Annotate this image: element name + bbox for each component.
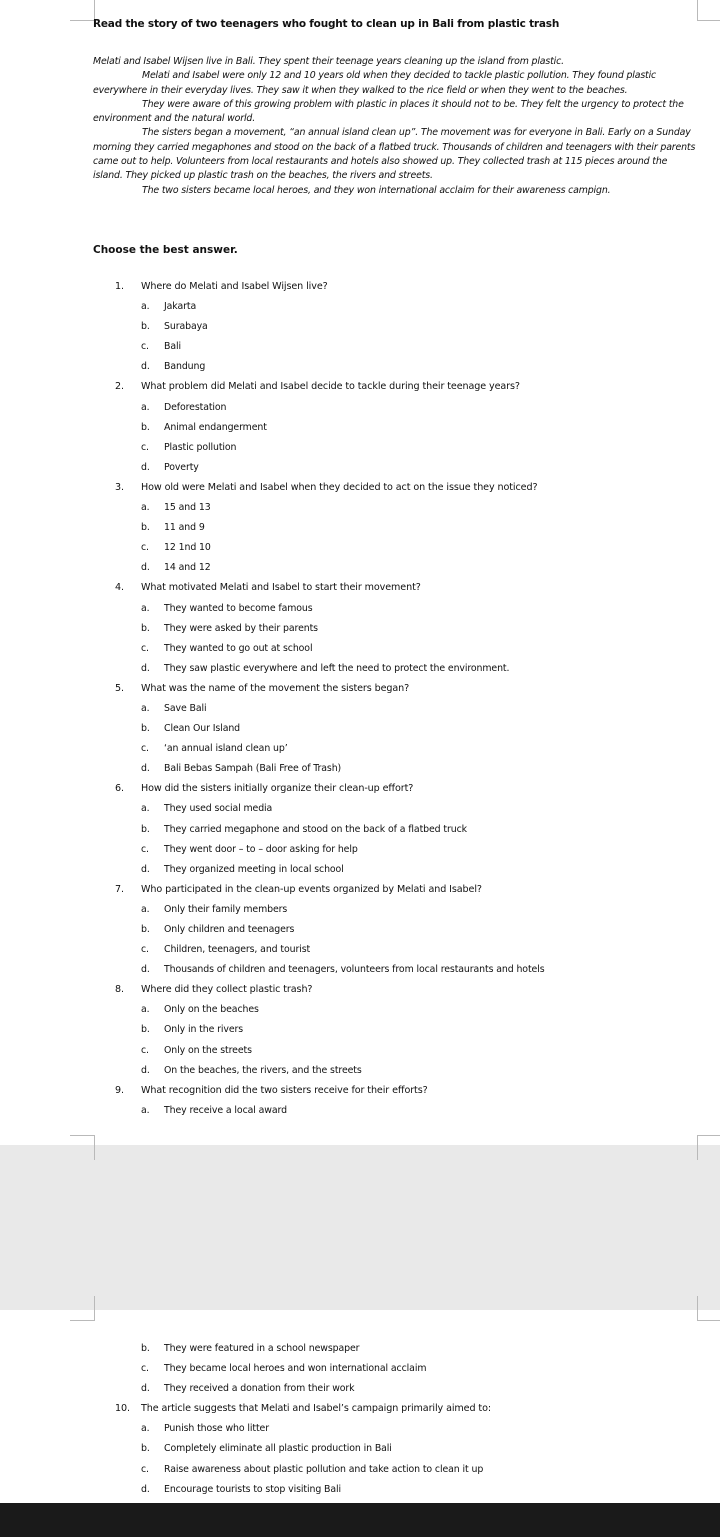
answer-option — [115, 739, 675, 759]
question-text: What motivated Melati and Isabel to start their movement? — [141, 582, 421, 594]
option-text: They used social media — [164, 803, 273, 815]
answer-option — [115, 558, 675, 578]
option-text: ‘an annual island clean up’ — [164, 743, 288, 755]
option-letter: a. — [141, 1104, 150, 1116]
question-text: Where did they collect plastic trash? — [141, 984, 313, 996]
option-letter: c. — [141, 642, 149, 654]
answer-option — [115, 940, 675, 960]
option-text: Save Bali — [164, 702, 207, 714]
question — [115, 980, 675, 1000]
question-number: 8. — [115, 984, 124, 996]
answer-option — [115, 759, 675, 779]
option-text: Jakarta — [164, 301, 197, 313]
option-letter: d. — [141, 1483, 150, 1495]
option-text: Bandung — [164, 361, 206, 373]
option-letter: b. — [141, 924, 150, 935]
answer-option — [115, 840, 675, 860]
answer-option — [115, 599, 675, 619]
question-text: How did the sisters initially organize their clean-up effort? — [141, 783, 414, 795]
option-letter: b. — [141, 1343, 150, 1354]
option-text: Thousands of children and teenagers, volunteers from local restaurants and hotels — [164, 964, 545, 976]
option-letter: d. — [141, 562, 150, 574]
option-letter: c. — [141, 743, 149, 755]
answer-option — [115, 1020, 675, 1040]
question-text: The article suggests that Melati and Isabel’s campaign primarily aimed to: — [141, 1403, 491, 1415]
question-number: 2. — [115, 381, 124, 393]
answer-option — [115, 458, 675, 478]
answer-option — [115, 619, 675, 639]
answer-option — [115, 1419, 675, 1439]
option-letter: a. — [141, 1004, 150, 1016]
question — [115, 779, 675, 799]
answer-option — [115, 1000, 675, 1020]
answer-option — [115, 659, 675, 679]
question — [115, 1399, 675, 1419]
option-letter: a. — [141, 602, 150, 614]
story-paragraph: Melati and Isabel Wijsen live in Bali. They spent their teenage years cleaning up the island from plastic. — [93, 56, 564, 67]
option-letter: b. — [141, 823, 150, 835]
question-number: 7. — [115, 883, 124, 895]
option-letter: c. — [141, 1044, 149, 1056]
answer-option — [115, 860, 675, 880]
option-letter: b. — [141, 421, 150, 433]
crop-mark — [697, 1296, 720, 1321]
option-text: Deforestation — [164, 401, 227, 413]
question-number: 1. — [115, 281, 124, 292]
option-letter: d. — [141, 863, 150, 875]
option-letter: a. — [141, 1423, 150, 1435]
option-letter: b. — [141, 321, 150, 333]
option-letter: b. — [141, 1443, 150, 1455]
option-text: Raise awareness about plastic pollution and take action to clean it up — [164, 1463, 484, 1475]
option-text: They organized meeting in local school — [164, 863, 344, 875]
question — [115, 1081, 675, 1101]
option-text: Children, teenagers, and tourist — [164, 944, 311, 956]
option-letter: a. — [141, 502, 150, 514]
story-heading: Read the story of two teenagers who fought to clean up in Bali from plastic trash — [93, 18, 560, 30]
option-text: Only in the rivers — [164, 1024, 244, 1036]
answer-option — [115, 1480, 675, 1500]
question-number: 9. — [115, 1084, 124, 1096]
question-list-page-1 — [115, 277, 675, 1121]
option-text: They wanted to become famous — [164, 602, 313, 614]
answer-option — [115, 699, 675, 719]
option-text: Only their family members — [164, 903, 288, 915]
question-number: 6. — [115, 783, 124, 795]
crop-mark — [70, 1135, 95, 1160]
option-text: 11 and 9 — [164, 522, 205, 534]
option-text: Only on the streets — [164, 1044, 252, 1056]
option-text: They were asked by their parents — [164, 622, 318, 634]
answer-option — [115, 1460, 675, 1480]
answer-option — [115, 357, 675, 377]
option-text: They were featured in a school newspaper — [164, 1343, 360, 1354]
answer-option — [115, 1359, 675, 1379]
option-letter: a. — [141, 401, 150, 413]
answer-option — [115, 1339, 675, 1359]
answer-option — [115, 920, 675, 940]
option-letter: b. — [141, 1024, 150, 1036]
option-letter: c. — [141, 1463, 149, 1475]
answer-option — [115, 317, 675, 337]
answer-option — [115, 639, 675, 659]
question-text: How old were Melati and Isabel when they decided to act on the issue they noticed? — [141, 481, 538, 493]
question — [115, 478, 675, 498]
option-text: Clean Our Island — [164, 723, 241, 735]
option-text: They became local heroes and won international acclaim — [164, 1363, 427, 1375]
option-letter: c. — [141, 341, 149, 353]
option-text: Plastic pollution — [164, 441, 237, 453]
story-paragraph: Melati and Isabel were only 12 and 10 years old when they decided to tackle plastic pollution. They found plastic everywhere in their everyday lives. They saw it when they walked to the rice field or when they went to the beaches. — [93, 70, 657, 96]
question — [115, 578, 675, 598]
instruction: Choose the best answer. — [93, 244, 238, 256]
question-text: What problem did Melati and Isabel decide to tackle during their teenage years? — [141, 381, 520, 393]
answer-option — [115, 1041, 675, 1061]
bottom-toolbar — [0, 1503, 720, 1537]
option-letter: d. — [141, 662, 150, 674]
question-number: 10. — [115, 1403, 130, 1415]
option-letter: b. — [141, 622, 150, 634]
answer-option — [115, 820, 675, 840]
crop-mark — [697, 0, 720, 21]
option-text: 12 1nd 10 — [164, 542, 211, 554]
option-text: Only on the beaches — [164, 1004, 259, 1016]
question-number: 3. — [115, 481, 124, 493]
option-text: They saw plastic everywhere and left the need to protect the environment. — [164, 662, 510, 674]
option-text: They wanted to go out at school — [164, 642, 313, 654]
option-text: Bali — [164, 341, 181, 353]
option-text: They went door – to – door asking for help — [164, 843, 358, 855]
option-letter: a. — [141, 702, 150, 714]
story-text — [93, 55, 697, 198]
answer-option — [115, 498, 675, 518]
answer-option — [115, 398, 675, 418]
option-text: Punish those who litter — [164, 1423, 269, 1435]
option-text: On the beaches, the rivers, and the streets — [164, 1064, 362, 1076]
question-text: Where do Melati and Isabel Wijsen live? — [141, 281, 328, 292]
option-text: 15 and 13 — [164, 502, 211, 514]
option-letter: a. — [141, 803, 150, 815]
option-letter: c. — [141, 1363, 149, 1375]
answer-option — [115, 960, 675, 980]
option-letter: c. — [141, 441, 149, 453]
crop-mark — [70, 1296, 95, 1321]
answer-option — [115, 538, 675, 558]
question — [115, 880, 675, 900]
story-paragraph: The two sisters became local heroes, and they won international acclaim for their awareness campign. — [142, 184, 611, 196]
question-number: 4. — [115, 582, 124, 594]
option-letter: b. — [141, 522, 150, 534]
answer-option — [115, 1101, 675, 1121]
answer-option — [115, 1439, 675, 1459]
answer-option — [115, 438, 675, 458]
answer-option — [115, 1379, 675, 1399]
story-paragraph: The sisters began a movement, “an annual island clean up”. The movement was for everyone in Bali. Early on a Sunday morning they carried megaphones and stood on the back of a flatbed truck. Thousands of children and teenagers with their parents came out to help. Volunteers from local restaurants and hotels also showed up. They collected trash at 115 pieces around the island. They picked up plastic trash on the beaches, the rivers and streets. — [93, 127, 696, 182]
question — [115, 377, 675, 397]
answer-option — [115, 799, 675, 819]
option-letter: c. — [141, 542, 149, 554]
answer-option — [115, 297, 675, 317]
question-number: 5. — [115, 682, 124, 694]
answer-option — [115, 900, 675, 920]
option-text: They carried megaphone and stood on the back of a flatbed truck — [164, 823, 467, 835]
option-letter: a. — [141, 903, 150, 915]
answer-option — [115, 1061, 675, 1081]
option-letter: d. — [141, 1383, 150, 1395]
option-letter: b. — [141, 723, 150, 735]
option-letter: d. — [141, 1064, 150, 1076]
option-letter: d. — [141, 763, 150, 775]
option-text: They received a donation from their work — [164, 1383, 355, 1395]
option-text: Only children and teenagers — [164, 924, 295, 935]
option-letter: d. — [141, 461, 150, 473]
crop-mark — [697, 1135, 720, 1160]
crop-mark — [70, 0, 95, 21]
option-text: Encourage tourists to stop visiting Bali — [164, 1483, 342, 1495]
question-text: What recognition did the two sisters receive for their efforts? — [141, 1084, 428, 1096]
option-text: 14 and 12 — [164, 562, 211, 574]
option-text: Bali Bebas Sampah (Bali Free of Trash) — [164, 763, 342, 775]
option-text: Surabaya — [164, 321, 208, 333]
question-text: What was the name of the movement the sisters began? — [141, 682, 410, 694]
option-text: Animal endangerment — [164, 421, 267, 433]
option-letter: d. — [141, 964, 150, 976]
question-text: Who participated in the clean-up events organized by Melati and Isabel? — [141, 883, 482, 895]
answer-option — [115, 418, 675, 438]
question-list-page-2 — [115, 1339, 675, 1500]
answer-option — [115, 337, 675, 357]
story-paragraph: They were aware of this growing problem with plastic in places it should not to be. They felt the urgency to protect the environment and the natural world. — [93, 98, 684, 125]
option-text: Poverty — [164, 461, 199, 473]
option-text: Completely eliminate all plastic production in Bali — [164, 1443, 392, 1455]
question — [115, 679, 675, 699]
option-letter: c. — [141, 944, 149, 956]
option-letter: d. — [141, 361, 150, 373]
answer-option — [115, 518, 675, 538]
option-letter: a. — [141, 301, 150, 313]
option-text: They receive a local award — [164, 1104, 287, 1116]
question — [115, 277, 675, 297]
answer-option — [115, 719, 675, 739]
option-letter: c. — [141, 843, 149, 855]
